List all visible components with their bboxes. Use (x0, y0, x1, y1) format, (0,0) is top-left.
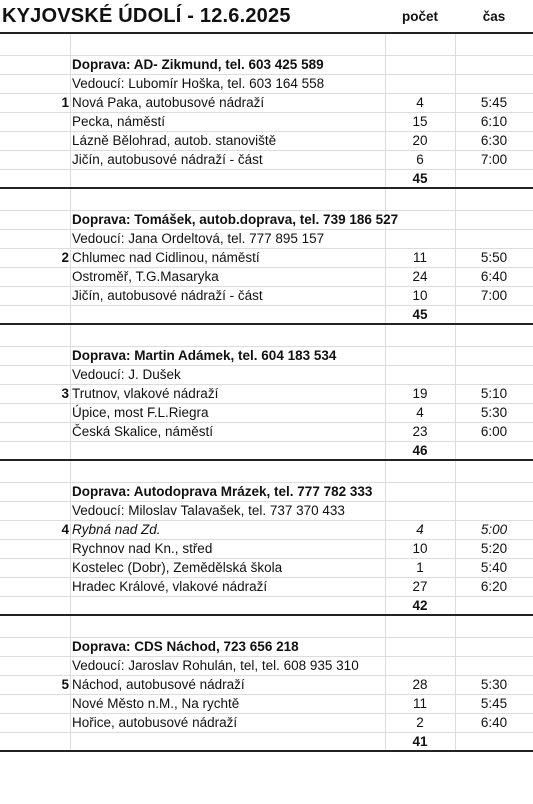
column-gridline (70, 325, 71, 346)
column-gridline (455, 442, 456, 459)
group-total: 45 (412, 171, 428, 186)
transport-row (0, 56, 533, 75)
stop-row (0, 578, 533, 597)
column-gridline (455, 75, 456, 93)
stop-time: 5:30 (480, 677, 508, 692)
stop-time: 5:45 (480, 95, 508, 110)
stop-count: 6 (416, 152, 424, 167)
stop-count: 19 (412, 386, 428, 401)
column-gridline (70, 113, 71, 131)
group-spacer-row (0, 461, 533, 483)
stop-row (0, 423, 533, 442)
stop-name: Hradec Králové, vlakové nádraží (72, 579, 268, 594)
stop-row (0, 714, 533, 733)
stop-name: Nová Paka, autobusové nádraží (72, 95, 265, 110)
stop-row (0, 94, 533, 113)
stop-time: 6:30 (480, 133, 508, 148)
stop-row (0, 268, 533, 287)
stop-time: 7:00 (480, 288, 508, 303)
leader-row (0, 502, 533, 521)
column-gridline (70, 75, 71, 93)
stop-name: Pecka, náměstí (72, 114, 166, 129)
stop-count: 15 (412, 114, 428, 129)
stop-time: 7:00 (480, 152, 508, 167)
stop-count: 23 (412, 424, 428, 439)
stop-time: 6:10 (480, 114, 508, 129)
transport-info: Doprava: Autodoprava Mrázek, tel. 777 782 333 (72, 484, 373, 499)
column-gridline (70, 211, 71, 229)
stop-row (0, 540, 533, 559)
group-spacer-row (0, 325, 533, 347)
stop-name: Chlumec nad Cidlinou, náměstí (72, 250, 260, 265)
stop-name: Jičín, autobusové nádraží - část (72, 288, 263, 303)
column-gridline (70, 695, 71, 713)
column-gridline (385, 34, 386, 55)
leader-info: Vedoucí: Lubomír Hoška, tel. 603 164 558 (72, 76, 325, 91)
column-gridline (70, 733, 71, 750)
stop-name: Náchod, autobusové nádraží (72, 677, 245, 692)
leader-info: Vedoucí: Miloslav Talavašek, tel. 737 370 433 (72, 503, 345, 518)
column-gridline (70, 442, 71, 459)
column-gridline (455, 325, 456, 346)
stop-time: 5:40 (480, 560, 508, 575)
stop-count: 24 (412, 269, 428, 284)
group-spacer-row (0, 189, 533, 211)
page-title: KYJOVSKÉ ÚDOLÍ - 12.6.2025 (2, 5, 291, 27)
stop-count: 20 (412, 133, 428, 148)
column-gridline (70, 638, 71, 656)
column-gridline (455, 502, 456, 520)
transport-row (0, 483, 533, 502)
leader-row (0, 366, 533, 385)
column-gridline (455, 461, 456, 482)
column-gridline (70, 268, 71, 286)
stop-row (0, 385, 533, 404)
stop-count: 28 (412, 677, 428, 692)
transport-row (0, 347, 533, 366)
stop-row (0, 132, 533, 151)
stop-name: Lázně Bělohrad, autob. stanoviště (72, 133, 277, 148)
stop-count: 1 (416, 560, 424, 575)
stop-count: 10 (412, 288, 428, 303)
group-spacer-row (0, 616, 533, 638)
stop-row (0, 559, 533, 578)
group-number: 5 (61, 677, 69, 692)
column-gridline (385, 189, 386, 210)
stop-count: 4 (416, 405, 424, 420)
stop-count: 27 (412, 579, 428, 594)
stop-name: Trutnov, vlakové nádraží (72, 386, 219, 401)
column-gridline (455, 306, 456, 323)
transport-row (0, 638, 533, 657)
stop-name: Hořice, autobusové nádraží (72, 715, 238, 730)
stop-time: 5:45 (480, 696, 508, 711)
leader-row (0, 657, 533, 676)
column-gridline (455, 616, 456, 637)
group-total: 41 (412, 734, 428, 749)
column-gridline (70, 132, 71, 150)
column-gridline (70, 676, 71, 694)
stop-count: 2 (416, 715, 424, 730)
column-gridline (70, 385, 71, 403)
stop-time: 5:50 (480, 250, 508, 265)
transport-info: Doprava: Martin Adámek, tel. 604 183 534 (72, 348, 337, 363)
column-gridline (70, 151, 71, 169)
stop-name: Ostroměř, T.G.Masaryka (72, 269, 219, 284)
stop-name: Jičín, autobusové nádraží - část (72, 152, 263, 167)
column-gridline (70, 94, 71, 112)
column-gridline (70, 56, 71, 74)
column-gridline (70, 287, 71, 305)
group-total: 42 (412, 598, 428, 613)
stop-row (0, 113, 533, 132)
column-gridline (455, 211, 456, 229)
stop-time: 5:30 (480, 405, 508, 420)
column-gridline (70, 483, 71, 501)
column-gridline (70, 249, 71, 267)
group-spacer-row (0, 34, 533, 56)
stop-time: 6:20 (480, 579, 508, 594)
column-gridline (385, 325, 386, 346)
leader-info: Vedoucí: Jana Ordeltová, tel. 777 895 157 (72, 231, 325, 246)
stop-name: Úpice, most F.L.Riegra (72, 405, 209, 420)
column-gridline (70, 189, 71, 210)
group-total: 46 (412, 443, 428, 458)
column-gridline (385, 461, 386, 482)
groups-container (0, 34, 533, 752)
column-gridline (70, 657, 71, 675)
column-gridline (70, 34, 71, 55)
stop-row (0, 695, 533, 714)
column-gridline (70, 521, 71, 539)
column-gridline (455, 56, 456, 74)
leader-row (0, 75, 533, 94)
transport-info: Doprava: Tomášek, autob.doprava, tel. 739 186 527 (72, 212, 399, 227)
transport-info: Doprava: CDS Náchod, 723 656 218 (72, 639, 299, 654)
group-total-row (0, 306, 533, 325)
group-total-row (0, 170, 533, 189)
stop-count: 4 (416, 95, 424, 110)
sheet-header (0, 0, 533, 34)
stop-count: 11 (412, 250, 427, 265)
stop-time: 5:20 (480, 541, 508, 556)
group-number: 3 (61, 386, 69, 401)
leader-info: Vedoucí: J. Dušek (72, 367, 181, 382)
stop-name: Rybná nad Zd. (72, 522, 161, 537)
column-gridline (70, 170, 71, 187)
group-number: 2 (61, 250, 69, 265)
group-total-row (0, 442, 533, 461)
column-gridline (70, 423, 71, 441)
column-gridline (385, 616, 386, 637)
group-total: 45 (412, 307, 428, 322)
stop-time: 6:40 (480, 715, 508, 730)
column-gridline (455, 733, 456, 750)
stop-count: 4 (416, 522, 424, 537)
stop-count: 11 (412, 696, 427, 711)
stop-row (0, 151, 533, 170)
stop-row (0, 249, 533, 268)
column-gridline (455, 597, 456, 614)
column-gridline (70, 578, 71, 596)
group-total-row (0, 733, 533, 752)
stop-row (0, 676, 533, 695)
leader-row (0, 230, 533, 249)
stop-row (0, 287, 533, 306)
stop-time: 6:00 (480, 424, 508, 439)
column-gridline (70, 404, 71, 422)
column-gridline (70, 616, 71, 637)
stop-time: 5:00 (480, 522, 508, 537)
column-gridline (70, 366, 71, 384)
column-gridline (70, 540, 71, 558)
column-gridline (70, 347, 71, 365)
column-gridline (455, 189, 456, 210)
transport-info: Doprava: AD- Zikmund, tel. 603 425 589 (72, 57, 324, 72)
column-gridline (455, 347, 456, 365)
stop-name: Kostelec (Dobr), Zemědělská škola (72, 560, 283, 575)
leader-info: Vedoucí: Jaroslav Rohulán, tel, tel. 608 935 310 (72, 658, 359, 673)
column-gridline (70, 559, 71, 577)
column-gridline (455, 170, 456, 187)
column-gridline (455, 34, 456, 55)
column-gridline (70, 502, 71, 520)
group-number: 1 (61, 95, 69, 110)
time-column-header: čas (482, 9, 506, 24)
group-total-row (0, 597, 533, 616)
stop-row (0, 404, 533, 423)
stop-time: 5:10 (480, 386, 508, 401)
column-gridline (455, 657, 456, 675)
column-gridline (70, 306, 71, 323)
column-gridline (455, 230, 456, 248)
stop-count: 10 (412, 541, 428, 556)
column-gridline (70, 714, 71, 732)
column-gridline (455, 638, 456, 656)
column-gridline (455, 366, 456, 384)
group-number: 4 (61, 522, 69, 537)
stop-time: 6:40 (480, 269, 508, 284)
column-gridline (455, 483, 456, 501)
column-gridline (70, 461, 71, 482)
column-gridline (70, 230, 71, 248)
stop-row (0, 521, 533, 540)
stop-name: Nové Město n.M., Na rychtě (72, 696, 240, 711)
stop-name: Česká Skalice, náměstí (72, 424, 214, 439)
column-gridline (70, 597, 71, 614)
count-column-header: počet (401, 9, 438, 24)
stop-name: Rychnov nad Kn., střed (72, 541, 213, 556)
transport-row (0, 211, 533, 230)
